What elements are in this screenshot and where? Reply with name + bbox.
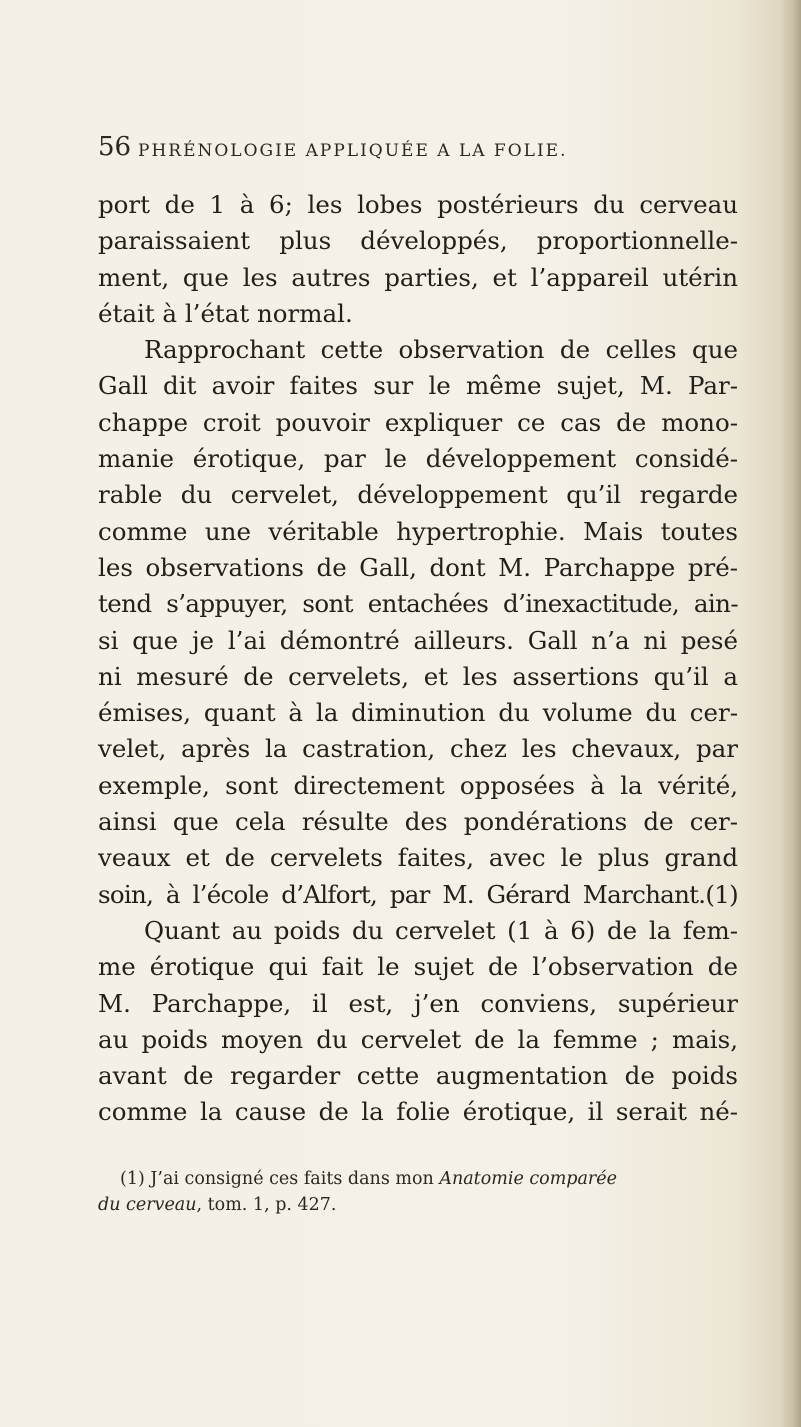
footnote-ref: , tom. 1, p. 427. [196,1195,337,1215]
text-line: les observations de Gall, dont M. Parchappe pré- [98,552,738,582]
text-line: paraissaient plus développés, proportionnelle- [98,226,738,256]
text-line: exemple, sont directement opposées à la vérité, [98,770,738,800]
text-line: ni mesuré de cervelets, et les assertions qu’il a [98,661,738,691]
page-number: 56 [98,132,132,162]
text-line: velet, après la castration, chez les chevaux, par [98,734,738,764]
footnote-line [98,1192,738,1218]
text-line: rable du cervelet, développement qu’il regarde [98,480,738,510]
text-line: comme la cause de la folie érotique, il serait né- [98,1097,738,1127]
footnote-title: Anatomie comparée [439,1169,618,1189]
text-line: Quant au poids du cervelet (1 à 6) de la fem- [144,915,738,945]
text-line: chappe croit pouvoir expliquer ce cas de mono- [98,407,738,437]
text-line: tend s’appuyer, sont entachées d’inexactitude, ain- [98,589,738,619]
running-head: PHRÉNOLOGIE APPLIQUÉE A LA FOLIE. [138,141,568,161]
footnote [98,1166,738,1218]
text-line: M. Parchappe, il est, j’en conviens, supérieur [98,988,738,1018]
text-line: Gall dit avoir faites sur le même sujet, M. Par- [98,371,738,401]
text-line: me érotique qui fait le sujet de l’observation de [98,952,738,982]
page-header [98,132,738,172]
page-edge-shadow [779,0,801,1427]
text-line: veaux et de cervelets faites, avec le plus grand [98,843,738,873]
text-line: Rapprochant cette observation de celles que [144,335,738,365]
text-line: port de 1 à 6; les lobes postérieurs du cerveau [98,190,738,219]
text-line: ainsi que cela résulte des pondérations de cer- [98,807,738,837]
text-line: au poids moyen du cervelet de la femme ; mais, [98,1024,738,1054]
footnote-title-cont: du cerveau [98,1195,197,1215]
text-line: émises, quant à la diminution du volume du cer- [98,698,738,728]
text-line: comme une véritable hypertrophie. Mais toutes [98,516,738,546]
text-line: était à l’état normal. [98,298,353,328]
text-line: avant de regarder cette augmentation de poids [98,1061,738,1091]
footnote-text: J’ai consigné ces faits dans mon [150,1169,434,1189]
text-line: soin, à l’école d’Alfort, par M. Gérard Marchant.(1) [98,879,738,909]
footnote-marker: (1) [120,1169,145,1189]
text-line: manie érotique, par le développement considé- [98,444,738,474]
text-line: si que je l’ai démontré ailleurs. Gall n’a ni pesé [98,625,738,655]
footnote-line [120,1166,738,1192]
text-line: ment, que les autres parties, et l’appareil utérin [98,262,738,292]
body-text [98,187,738,1131]
